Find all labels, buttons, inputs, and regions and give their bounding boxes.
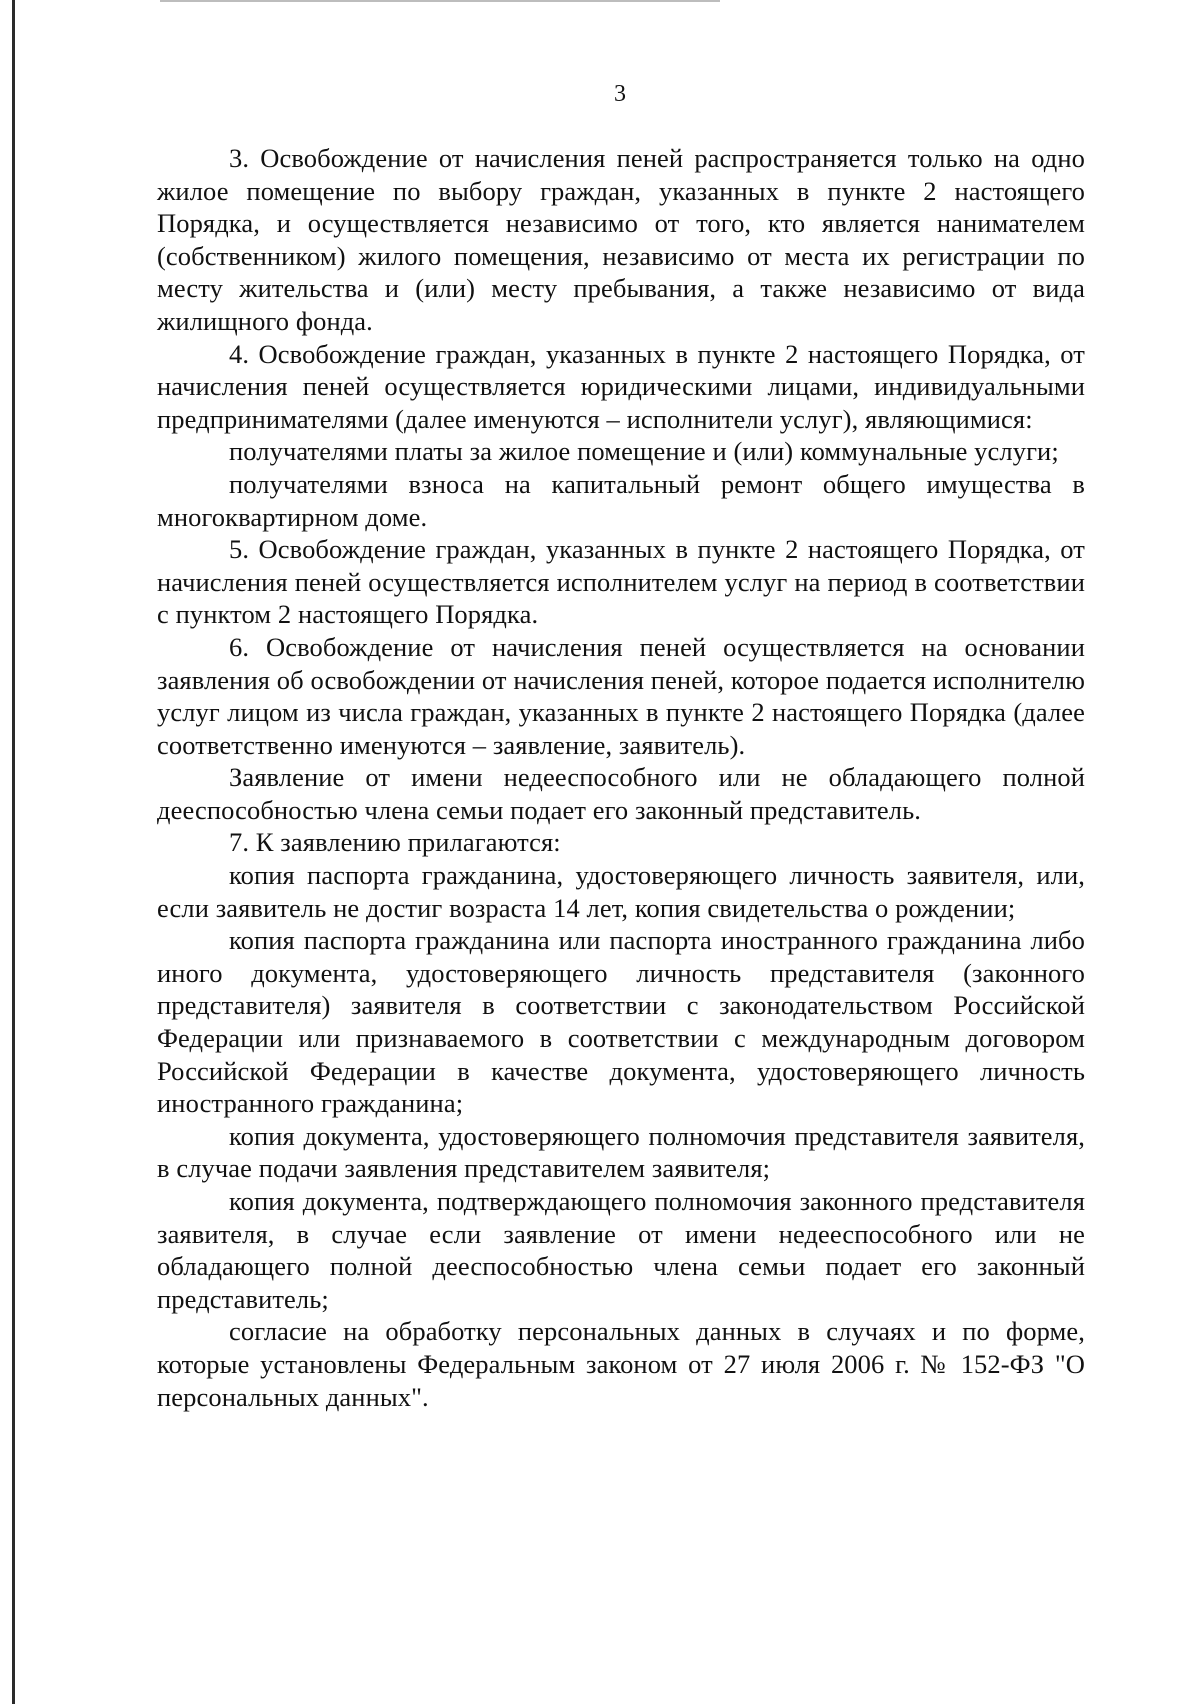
paragraph-7-item-3: копия документа, удостоверяющего полномочия представителя заявителя, в случае подачи заявления представителем заявителя;	[157, 1120, 1085, 1184]
scan-top-edge	[160, 0, 720, 2]
paragraph-7-item-1: копия паспорта гражданина, удостоверяющего личность заявителя, или, если заявитель не достиг возраста 14 лет, копия свидетельства о рождении;	[157, 860, 1085, 923]
paragraph-4-item-1: получателями платы за жилое помещение и (или) коммунальные услуги;	[229, 436, 1059, 467]
paragraph-4-item-2: получателями взноса на капитальный ремонт общего имущества в многоквартирном доме.	[157, 468, 1085, 532]
page-number: 3	[614, 81, 626, 107]
document-body	[157, 142, 1085, 1413]
paragraph-4: 4. Освобождение граждан, указанных в пункте 2 настоящего Порядка, от начисления пеней осуществляется юридическими лицами, индивидуальными предпринимателями (далее именуются – исполнители услуг), являющимися:	[157, 338, 1085, 434]
paragraph-5: 5. Освобождение граждан, указанных в пункте 2 настоящего Порядка, от начисления пеней осуществляется исполнителем услуг на период в соответствии с пунктом 2 настоящего Порядка.	[157, 534, 1085, 630]
paragraph-7-item-2: копия паспорта гражданина или паспорта иностранного гражданина либо иного документа, удостоверяющего личность представителя (законного представителя) заявителя в соответствии с законодательством Российской Федерации или признаваемого в соответствии с международным договором Российской Федерации в качестве документа, удостоверяющего личность иностранного гражданина;	[157, 925, 1085, 1119]
paragraph-7: 7. К заявлению прилагаются:	[229, 827, 561, 858]
paragraph-6-continued: Заявление от имени недееспособного или не обладающего полной дееспособностью члена семьи подает его законный представитель.	[157, 762, 1085, 825]
paragraph-7-item-4: копия документа, подтверждающего полномочия законного представителя заявителя, в случае если заявление от имени недееспособного или не обладающего полной дееспособностью члена семьи подает его законный представитель;	[157, 1186, 1085, 1314]
scan-left-edge	[12, 0, 15, 1704]
paragraph-7-item-5: согласие на обработку персональных данных в случаях и по форме, которые установлены Федеральным законом от 27 июля 2006 г. № 152-ФЗ "О персональных данных".	[157, 1316, 1085, 1412]
paragraph-6: 6. Освобождение от начисления пеней осуществляется на основании заявления об освобождении от начисления пеней, которое подается исполнителю услуг лицом из числа граждан, указанных в пункте 2 настоящего Порядка (далее соответственно именуются – заявление, заявитель).	[157, 631, 1085, 760]
paragraph-3: 3. Освобождение от начисления пеней распространяется только на одно жилое помещение по выбору граждан, указанных в пункте 2 настоящего Порядка, и осуществляется независимо от того, кто является нанимателем (собственником) жилого помещения, независимо от места их регистрации по месту жительства и (или) месту пребывания, а также независимо от вида жилищного фонда.	[157, 143, 1085, 336]
